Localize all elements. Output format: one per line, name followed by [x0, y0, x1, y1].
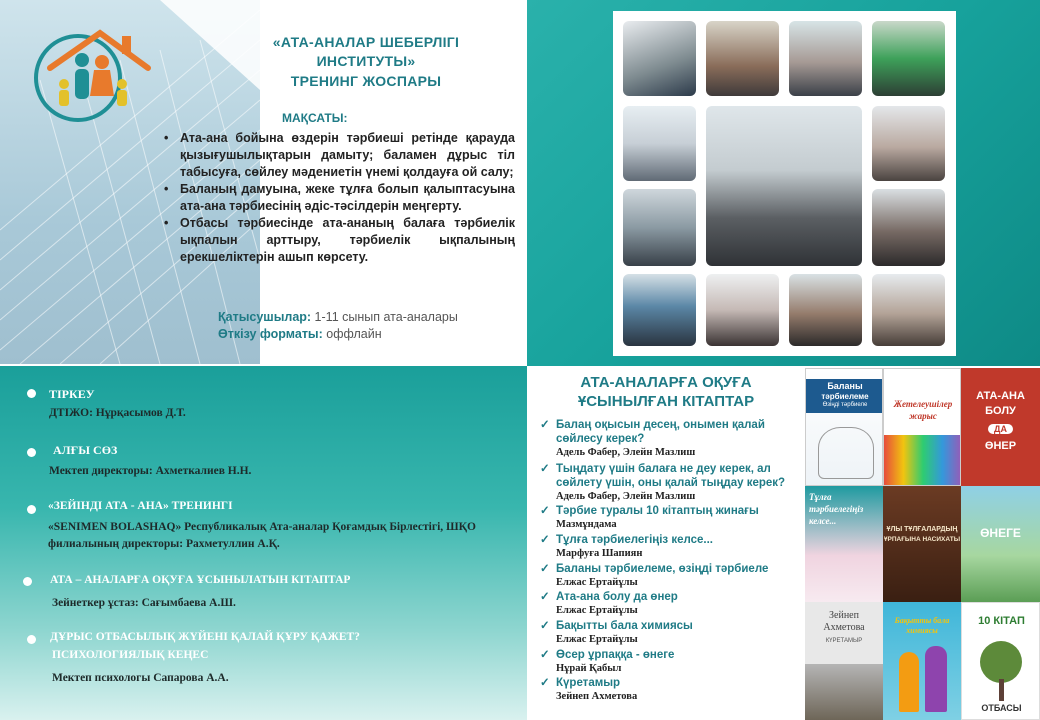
- program-heading: ТІРКЕУ: [49, 387, 95, 401]
- goal-item: • Отбасы тәрбиесінде ата-ананың балаға тәрбиелік ықпалын арттыру, тәрбиелік ықпалының ерекшеліктерін ашып көрсету.: [160, 215, 515, 266]
- book-item: [540, 418, 802, 459]
- book-title: ✓ Тыңдату үшін балаға не деу керек, ал сөйлету үшін, оны қалай тыңдау керек?: [540, 462, 802, 490]
- cover-text: АТА-АНА: [976, 390, 1025, 402]
- book-author: Елжас Ертайұлы: [556, 577, 638, 588]
- cover-text: Баланы: [827, 381, 863, 391]
- participants-value: 1-11 сынып ата-аналары: [311, 310, 458, 324]
- cover-text: КҮРЕТАМЫР: [825, 638, 863, 644]
- event-photo: [872, 21, 945, 96]
- cover-text: ҰРПАҒЫНА НАСИХАТЫ: [883, 536, 961, 543]
- event-photo: [789, 21, 862, 96]
- book-list-title-line: АТА-АНАЛАРҒА ОҚУҒА: [580, 374, 752, 391]
- cover-text: химиясы: [906, 626, 938, 635]
- book-item: [540, 590, 802, 617]
- book-title: ✓ Тұлға тәрбиелегіңіз келсе...: [540, 533, 802, 547]
- plan-title-line-3: ТРЕНИНГ ЖОСПАРЫ: [290, 73, 442, 89]
- photo-collage: [613, 11, 956, 356]
- cover-text: ӨНЕГЕ: [980, 526, 1021, 540]
- cover-text: келсе...: [809, 516, 837, 526]
- event-photo: [872, 189, 945, 266]
- program-speaker: Мектеп психологы Сапарова А.А.: [52, 672, 229, 684]
- book-title: ✓ Бақытты бала химиясы: [540, 619, 802, 633]
- cover-text: ОТБАСЫ: [981, 703, 1022, 713]
- cover-text: Ахметова: [823, 622, 865, 633]
- participants-line: [218, 310, 458, 324]
- book-cover: [961, 368, 1040, 486]
- format-value: оффлайн: [322, 327, 382, 341]
- cover-text: тәрбиелегіңіз: [809, 504, 864, 514]
- book-cover: [883, 486, 961, 602]
- book-author: Елжас Ертайұлы: [556, 634, 638, 645]
- book-cover: [805, 486, 883, 602]
- cover-text: БОЛУ: [985, 405, 1016, 417]
- goal-item: • Баланың дамуына, жеке тұлға болып қалыптасуына ата-ана тәрбиесінің әдіс-тәсілдерін меңгерту.: [160, 181, 515, 215]
- format-line: [218, 327, 382, 341]
- bullet-dot: [27, 505, 36, 514]
- cover-text: ҰЛЫ ТҰЛҒАЛАРДЫҢ: [886, 526, 958, 533]
- bullet-dot: [27, 389, 36, 398]
- participants-label: Қатысушылар:: [218, 310, 312, 324]
- book-title: ✓ Күретамыр: [540, 676, 802, 690]
- program-heading: АТА – АНАЛАРҒА ОҚУҒА ҰСЫНЫЛАТЫН КІТАПТАР: [50, 574, 351, 586]
- program-heading: ДҰРЫС ОТБАСЫЛЫҚ ЖҮЙЕНІ ҚАЛАЙ ҚҰРУ ҚАЖЕТ?: [50, 631, 360, 643]
- book-item: [540, 533, 802, 560]
- bullet-dot: [23, 577, 32, 586]
- cover-text: тәрбиелеме: [821, 392, 869, 401]
- cover-text: Жетелеушілер: [893, 399, 953, 409]
- book-cover: [805, 602, 883, 720]
- format-label: Өткізу форматы:: [218, 327, 323, 341]
- book-title: ✓ Балаң оқысын десең, онымен қалай сөйлесу керек?: [540, 418, 802, 446]
- book-author: Зейнеп Ахметова: [556, 691, 638, 702]
- book-list-title: [527, 373, 805, 411]
- book-item: [540, 562, 802, 589]
- book-item: [540, 676, 802, 703]
- book-item: [540, 504, 802, 531]
- goal-list: [160, 130, 515, 266]
- program-speaker: Зейнеткер ұстаз: Сағымбаева А.Ш.: [52, 597, 236, 609]
- event-photo: [706, 21, 779, 96]
- book-author: Адель Фабер, Элейн Мазлиш: [556, 447, 696, 458]
- program-speaker: Мектеп директоры: Ахметкалиев Н.Н.: [49, 465, 252, 477]
- book-author: Елжас Ертайұлы: [556, 605, 638, 616]
- plan-title-line-2: ИНСТИТУТЫ»: [316, 53, 416, 69]
- program-subheading: ПСИХОЛОГИЯЛЫҚ КЕҢЕС: [52, 649, 209, 661]
- family-house-logo-icon: [30, 18, 160, 128]
- cover-text: 10: [978, 615, 991, 627]
- cover-text: ДА: [988, 424, 1013, 434]
- program-heading: АЛҒЫ СӨЗ: [53, 443, 118, 457]
- event-photo: [623, 189, 696, 266]
- goal-item: • Ата-ана бойына өздерін тәрбиеші ретінде қарауда қызығушылықтарын дамыту; баламен дұрыс тіл табысуға, сөйлеу мәдениетін үнемі қолдауға ой салу;: [160, 130, 515, 181]
- event-photo: [872, 274, 945, 346]
- event-photo: [706, 274, 779, 346]
- program-speaker: ДТІЖО: Нұрқасымов Д.Т.: [49, 407, 186, 419]
- book-title: ✓ Баланы тәрбиелеме, өзіңді тәрбиеле: [540, 562, 802, 576]
- cover-text: Бақытты бала: [894, 616, 950, 625]
- event-photo: [623, 21, 696, 96]
- book-item: [540, 648, 802, 675]
- event-photo: [623, 274, 696, 346]
- bullet-dot: [27, 635, 36, 644]
- book-title: ✓ Ата-ана болу да өнер: [540, 590, 802, 604]
- book-cover: [883, 602, 961, 720]
- cover-text: ӨНЕР: [984, 440, 1017, 452]
- cover-text: КІТАП: [993, 615, 1025, 627]
- cover-text: Өзіңді тәрбиеле: [822, 402, 868, 408]
- book-list-title-line: ҰСЫНЫЛҒАН КІТАПТАР: [577, 393, 755, 410]
- book-title: ✓ Өсер ұрпаққа - өнеге: [540, 648, 802, 662]
- cover-text: жарыс: [909, 411, 937, 421]
- book-title: ✓ Тәрбие туралы 10 кітаптың жинағы: [540, 504, 802, 518]
- program-speaker: «SENIMEN BOLASHAQ» Республикалық Ата-аналар Қоғамдық Бірлестігі, ШҚО филиалының директоры: Рахметуллин А.Қ.: [48, 521, 476, 550]
- cover-text: Тұлға: [809, 492, 832, 502]
- bullet-dot: [27, 448, 36, 457]
- book-author: Марфуға Шапиян: [556, 548, 643, 559]
- book-item: [540, 619, 802, 646]
- event-photo: [872, 106, 945, 181]
- book-cover: [961, 486, 1040, 602]
- event-photo: [789, 274, 862, 346]
- book-author: Нұрай Қабыл: [556, 663, 622, 674]
- book-cover: [961, 602, 1040, 720]
- event-photo: [623, 106, 696, 181]
- book-author: Мазмұндама: [556, 519, 617, 530]
- program-heading: «ЗЕЙІНДІ АТА - АНА» ТРЕНИНГІ: [48, 500, 233, 512]
- book-author: Адель Фабер, Элейн Мазлиш: [556, 491, 696, 502]
- book-cover: [805, 368, 883, 486]
- book-cover: [883, 368, 961, 486]
- goal-heading: МАҚСАТЫ:: [282, 111, 348, 125]
- cover-text: Зейнеп: [829, 610, 859, 621]
- plan-title-line-1: «АТА-АНАЛАР ШЕБЕРЛІГІ: [272, 34, 460, 50]
- book-item: [540, 462, 802, 503]
- event-photo-large: [706, 106, 862, 266]
